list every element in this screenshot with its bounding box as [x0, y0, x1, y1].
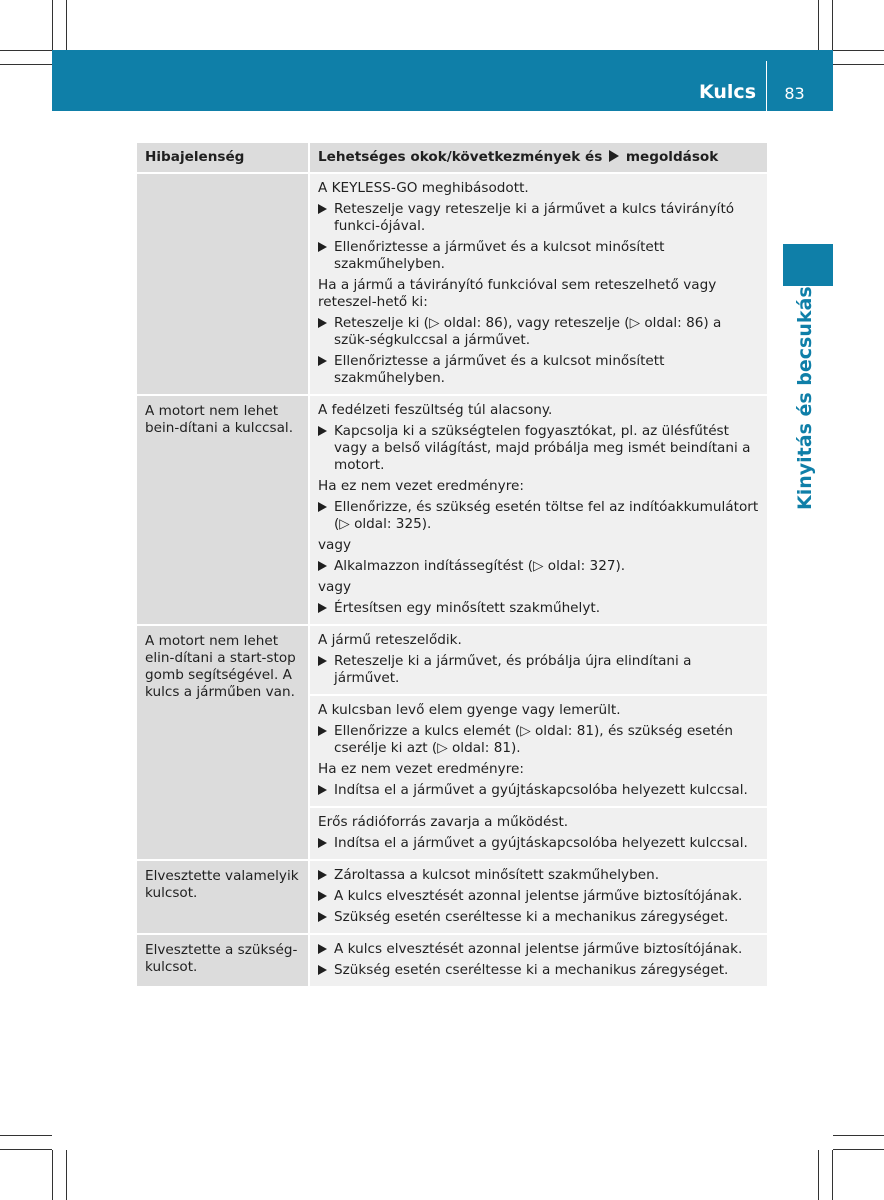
- arrow-right-icon: [609, 150, 619, 162]
- crop-mark: [66, 1150, 67, 1200]
- crop-mark: [66, 0, 67, 50]
- instruction-text: Kapcsolja ki a szükségtelen fogyasztókat, pl. az ülésfűtést vagy a belső világítást, majd próbálja meg ismét beindítani a motort.: [334, 423, 751, 473]
- instruction-step: [318, 782, 759, 799]
- arrow-right-icon: [318, 656, 327, 666]
- column-header-solution-suffix: megoldások: [625, 149, 719, 165]
- crop-mark: [0, 1135, 52, 1136]
- arrow-right-icon: [318, 318, 327, 328]
- instruction-text: Ellenőrizze, és szükség esetén töltse fel az indítóakkumulátort (▷ oldal: 325).: [334, 499, 759, 532]
- side-tab-marker: [783, 244, 833, 286]
- table-header-row: [137, 143, 767, 173]
- symptom-cell: Elvesztette valamelyik kulcsot.: [137, 860, 309, 934]
- cause-text: Erős rádióforrás zavarja a működést.: [318, 814, 569, 830]
- solution-cell: [309, 807, 767, 860]
- instruction-text: Szükség esetén cseréltesse ki a mechanikus záregységet.: [334, 909, 729, 925]
- instruction-step: [318, 835, 759, 852]
- solution-cell: [309, 860, 767, 934]
- crop-mark: [833, 64, 884, 65]
- arrow-right-icon: [318, 603, 327, 613]
- instruction-step: [318, 653, 759, 687]
- symptom-cell: [137, 173, 309, 395]
- header-divider: [766, 61, 767, 111]
- crop-mark: [818, 1150, 819, 1200]
- instruction-text: A kulcs elvesztését azonnal jelentse járműve biztosítójának.: [334, 888, 743, 904]
- arrow-right-icon: [318, 870, 327, 880]
- instruction-step: [318, 941, 759, 958]
- troubleshooting-table: [137, 143, 767, 988]
- instruction-step: [318, 353, 759, 387]
- side-tab-label: Kinyitás és becsukás: [794, 286, 816, 510]
- instruction-step: [318, 201, 759, 235]
- arrow-right-icon: [318, 502, 327, 512]
- section-title: Kulcs: [699, 81, 756, 103]
- arrow-right-icon: [318, 726, 327, 736]
- instruction-text: Reteszelje ki (▷ oldal: 86), vagy reteszelje (▷ oldal: 86) a szük-ségkulccsal a járművet.: [334, 315, 722, 348]
- instruction-step: [318, 723, 759, 757]
- instruction-text: Ellenőriztesse a járművet és a kulcsot minősített szakműhelyben.: [334, 239, 665, 272]
- crop-mark: [0, 1149, 52, 1150]
- crop-mark: [832, 0, 833, 50]
- instruction-step: [318, 962, 759, 979]
- arrow-right-icon: [318, 242, 327, 252]
- table-body: [137, 173, 767, 987]
- instruction-text: Indítsa el a járművet a gyújtáskapcsolóba helyezett kulccsal.: [334, 835, 748, 851]
- arrow-right-icon: [318, 785, 327, 795]
- instruction-step: [318, 315, 759, 349]
- instruction-text: Reteszelje ki a járművet, és próbálja újra elindítani a járművet.: [334, 653, 692, 686]
- arrow-right-icon: [318, 965, 327, 975]
- instruction-text: Indítsa el a járművet a gyújtáskapcsolóba helyezett kulccsal.: [334, 782, 748, 798]
- instruction-text: A kulcs elvesztését azonnal jelentse járműve biztosítójának.: [334, 941, 743, 957]
- instruction-step: [318, 558, 759, 575]
- crop-mark: [832, 1150, 833, 1200]
- cause-text: A kulcsban levő elem gyenge vagy lemerült.: [318, 702, 621, 718]
- crop-mark: [833, 1135, 884, 1136]
- arrow-right-icon: [318, 426, 327, 436]
- cause-text: Ha ez nem vezet eredményre:: [318, 478, 524, 494]
- crop-mark: [833, 1149, 884, 1150]
- symptom-cell: A motort nem lehet elin-dítani a start-stop gomb segítségével. A kulcs a járműben van.: [137, 625, 309, 860]
- arrow-right-icon: [318, 204, 327, 214]
- instruction-text: Ellenőriztesse a járművet és a kulcsot minősített szakműhelyben.: [334, 353, 665, 386]
- solution-cell: [309, 173, 767, 395]
- crop-mark: [0, 64, 52, 65]
- column-header-solution: [309, 143, 767, 173]
- instruction-step: [318, 867, 759, 884]
- table-row: [137, 934, 767, 987]
- symptom-cell: A motort nem lehet bein-dítani a kulccsal.: [137, 395, 309, 625]
- column-header-solution-prefix: Lehetséges okok/következmények és: [318, 149, 603, 165]
- crop-mark: [52, 1150, 53, 1200]
- instruction-text: Értesítsen egy minősített szakműhelyt.: [334, 600, 601, 616]
- arrow-right-icon: [318, 891, 327, 901]
- solution-cell: [309, 934, 767, 987]
- solution-cell: [309, 695, 767, 807]
- instruction-text: Alkalmazzon indítássegítést (▷ oldal: 327).: [334, 558, 626, 574]
- cause-text: A KEYLESS-GO meghibásodott.: [318, 180, 529, 196]
- instruction-step: [318, 239, 759, 273]
- table-row: [137, 395, 767, 625]
- crop-mark: [833, 50, 884, 51]
- symptom-cell: Elvesztette a szükség-kulcsot.: [137, 934, 309, 987]
- page-number: 83: [784, 84, 805, 103]
- instruction-text: Szükség esetén cseréltesse ki a mechanikus záregységet.: [334, 962, 729, 978]
- arrow-right-icon: [318, 561, 327, 571]
- crop-mark: [0, 50, 52, 51]
- table-row: [137, 625, 767, 695]
- solution-cell: [309, 395, 767, 625]
- instruction-step: [318, 909, 759, 926]
- crop-mark: [818, 0, 819, 50]
- cause-text: Ha a jármű a távirányító funkcióval sem reteszelhető vagy reteszel-hető ki:: [318, 277, 717, 310]
- cause-text: vagy: [318, 579, 352, 595]
- instruction-text: Reteszelje vagy reteszelje ki a járművet a kulcs távirányító funkci-ójával.: [334, 201, 735, 234]
- arrow-right-icon: [318, 944, 327, 954]
- instruction-step: [318, 600, 759, 617]
- cause-text: vagy: [318, 537, 352, 553]
- cause-text: Ha ez nem vezet eredményre:: [318, 761, 524, 777]
- cause-text: A jármű reteszelődik.: [318, 632, 462, 648]
- instruction-step: [318, 423, 759, 474]
- crop-mark: [52, 0, 53, 50]
- instruction-text: Zároltassa a kulcsot minősített szakműhelyben.: [334, 867, 660, 883]
- arrow-right-icon: [318, 838, 327, 848]
- table-row: [137, 173, 767, 395]
- table-row: [137, 860, 767, 934]
- arrow-right-icon: [318, 912, 327, 922]
- cause-text: A fedélzeti feszültség túl alacsony.: [318, 402, 553, 418]
- arrow-right-icon: [318, 356, 327, 366]
- column-header-symptom: Hibajelenség: [137, 143, 309, 173]
- instruction-step: [318, 499, 759, 533]
- instruction-text: Ellenőrizze a kulcs elemét (▷ oldal: 81), és szükség esetén cserélje ki azt (▷ oldal: 81).: [334, 723, 733, 756]
- instruction-step: [318, 888, 759, 905]
- solution-cell: [309, 625, 767, 695]
